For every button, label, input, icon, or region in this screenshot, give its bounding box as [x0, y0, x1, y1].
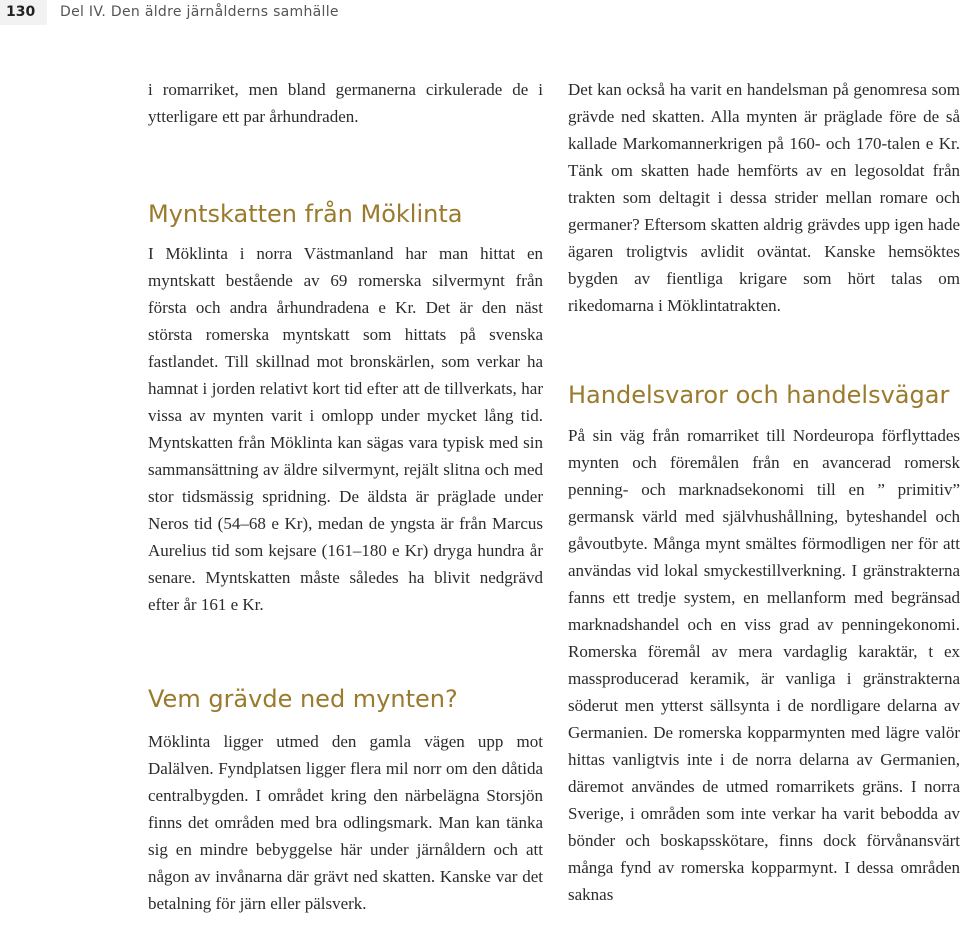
- left-column: [148, 76, 543, 917]
- paragraph-handelsman: Det kan också ha varit en handelsman på genomresa som grävde ned skatten. Alla mynten är präglade före de så kallade Markomannerkrigen på 160- och 170-talen e Kr. Tänk om skatten hade hemförts av en legosoldat från trakten som deltagit i dessa strider mellan romare och germaner? Eftersom skatten aldrig grävdes upp igen hade ägaren troligtvis avlidit oväntat. Kanske hemsöktes bygden av fientliga krigare som hört talas om rikedomarna i Möklintatrakten.: [568, 80, 960, 315]
- paragraph-myntskatten: I Möklinta i norra Västmanland har man hittat en myntskatt bestående av 69 romerska silvermynt från första och andra århundradena e Kr. Det är den näst största romerska myntskatt som hittats på svenska fastlandet. Till skillnad mot bronskärlen, som verkar ha hamnat i jorden relativt kort tid efter att de tillverkats, har vissa av mynten varit i omlopp under mycket lång tid. Myntskatten från Möklinta kan sägas vara typisk med sin sammansättning av äldre silvermynt, rejält slitna och med stor tidsmässig spridning. De äldsta är präglade under Neros tid (54–68 e Kr), medan de yngsta är från Marcus Aurelius tid som kejsare (161–180 e Kr) dryga hundra år senare. Myntskatten måste således ha blivit nedgrävd efter år 161 e Kr.: [148, 244, 543, 614]
- paragraph-vem-gravde: Möklinta ligger utmed den gamla vägen upp mot Dalälven. Fyndplatsen ligger flera mil norr om den dåtida centralbygden. I området kring den närbelägna Storsjön finns det områden med bra odlingsmark. Man kan tänka sig en mindre bebyggelse här under järnåldern och att någon av invånarna där grävt ned skatten. Kanske var det betalning för järn eller pälsverk.: [148, 732, 543, 913]
- intro-paragraph: i romarriket, men bland germanerna cirkulerade de i ytterligare ett par århundraden.: [148, 80, 543, 126]
- section-heading-handelsvaror: Handelsvaror och handelsvägar: [568, 381, 950, 409]
- running-head: Del IV. Den äldre järnålderns samhälle: [60, 4, 339, 20]
- page-header: [0, 0, 960, 30]
- section-heading-vem-gravde: Vem grävde ned mynten?: [148, 685, 458, 713]
- paragraph-handelsvaror: På sin väg från romarriket till Nordeuropa förflyttades mynten och föremålen från en avancerad romersk penning- och marknadsekonomi till en ” primitiv” germansk värld med självhushållning, byteshandel och gåvoutbyte. Många mynt smältes förmodligen ner för att användas vid lokal smyckestillverkning. I gränstrakterna fanns ett tredje system, en mellanform med begränsad marknadshandel och en viss grad av penningekonomi. Romerska föremål av mera vardaglig karaktär, t ex massproducerad keramik, är vanliga i gränstrakterna söderut men ytterst sällsynta i de nordligare delarna av Germanien. De romerska kopparmynten med lägre valör hittas vanligtvis inte i de norra delarna av Germanien, däremot användes de utmed romarrikets gräns. I norra Sverige, i områden som inte verkar ha varit bebodda av bönder och boskapsskötare, finns dock förvånansvärt många fynd av romerska kopparmynt. I dessa områden saknas: [568, 426, 960, 904]
- right-column: [568, 76, 960, 908]
- page-number: 130: [0, 0, 47, 25]
- section-heading-myntskatten: Myntskatten från Möklinta: [148, 200, 463, 228]
